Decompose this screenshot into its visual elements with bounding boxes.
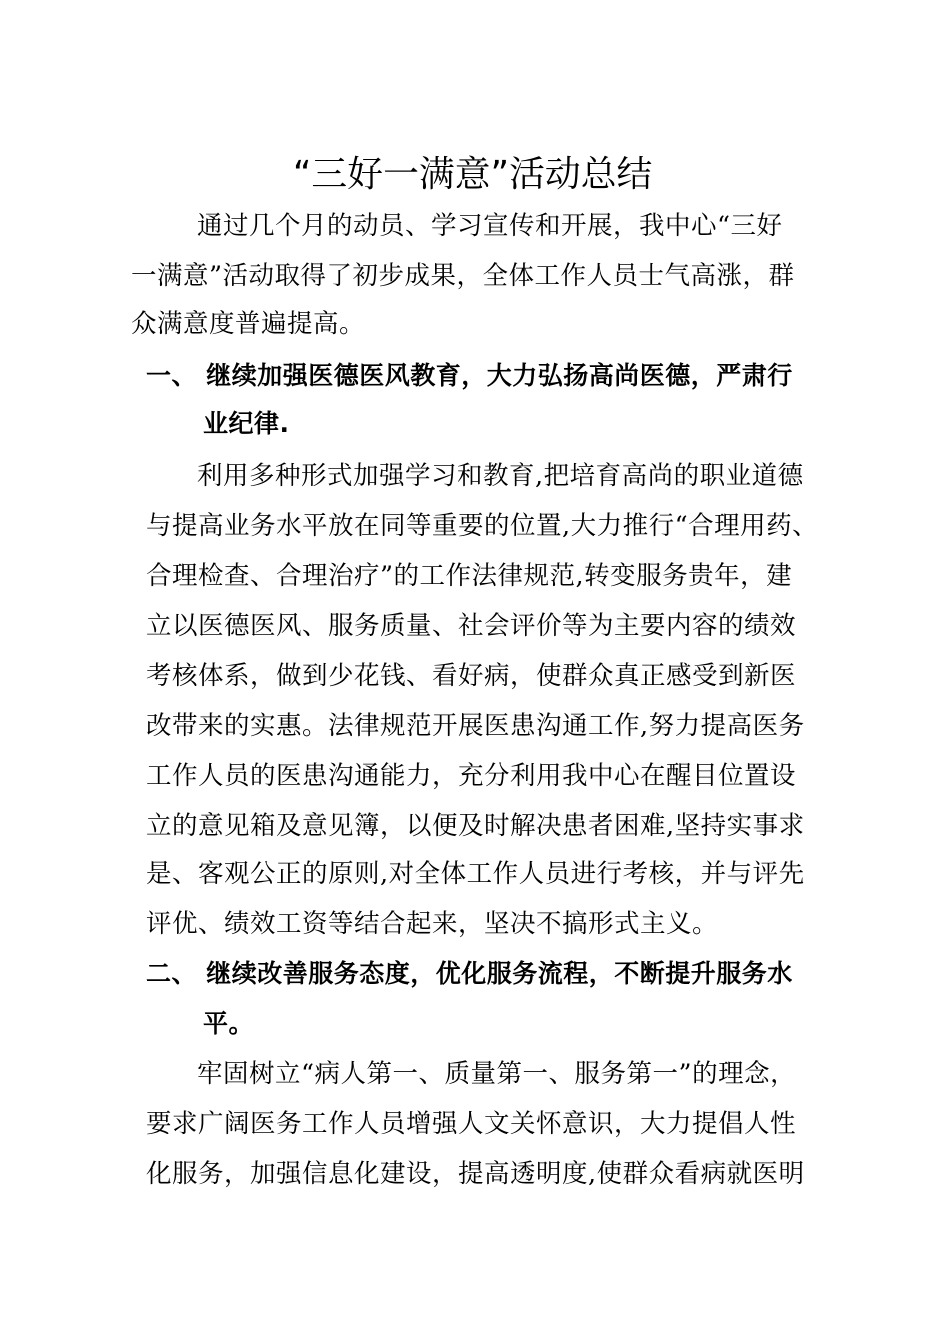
section-1-line: 工作人员的医患沟通能力，充分利用我中心在醒目位置设 — [146, 761, 797, 791]
section-2-line: 化服务，加强信息化建设，提高透明度,使群众看病就医明 — [146, 1159, 805, 1189]
section-2-line: 牢固树立“病人第一、质量第一、服务第一”的理念， — [197, 1059, 797, 1089]
section-1-line: 与提高业务水平放在同等重要的位置,大力推行“合理用药、 — [146, 511, 819, 541]
section-1-line: 考核体系，做到少花钱、看好病，使群众真正感受到新医 — [146, 661, 797, 691]
section-1-line: 是、客观公正的原则,对全体工作人员进行考核，并与评先 — [146, 859, 805, 889]
section-2-heading: 平。 — [203, 1009, 255, 1038]
section-1-line: 立以医德医风、服务质量、社会评价等为主要内容的绩效 — [146, 611, 797, 641]
intro-line: 通过几个月的动员、学习宣传和开展，我中心“三好 — [197, 211, 783, 241]
section-1-line: 改带来的实惠。法律规范开展医患沟通工作,努力提高医务 — [146, 711, 805, 741]
intro-line: 众满意度普遍提高。 — [131, 309, 366, 339]
section-1-line: 合理检查、合理治疗”的工作法律规范,转变服务贵年，建 — [146, 561, 793, 591]
section-1-line: 立的意见箱及意见簿，以便及时解决患者困难,坚持实事求 — [146, 811, 805, 841]
document-title: “三好一满意”活动总结 — [292, 154, 653, 195]
section-1-heading: 业纪律. — [203, 409, 290, 438]
intro-line: 一满意”活动取得了初步成果，全体工作人员士气高涨，群 — [131, 261, 795, 291]
section-1-heading: 一、 继续加强医德医风教育，大力弘扬高尚医德，严肃行 — [146, 361, 793, 390]
section-2-heading: 二、 继续改善服务态度，优化服务流程，不断提升服务水 — [146, 959, 793, 988]
section-2-line: 要求广阔医务工作人员增强人文关怀意识，大力提倡人性 — [146, 1109, 797, 1139]
section-1-line: 利用多种形式加强学习和教育,把培育高尚的职业道德 — [197, 461, 804, 491]
section-1-line: 评优、绩效工资等结合起来，坚决不搞形式主义。 — [146, 909, 719, 939]
